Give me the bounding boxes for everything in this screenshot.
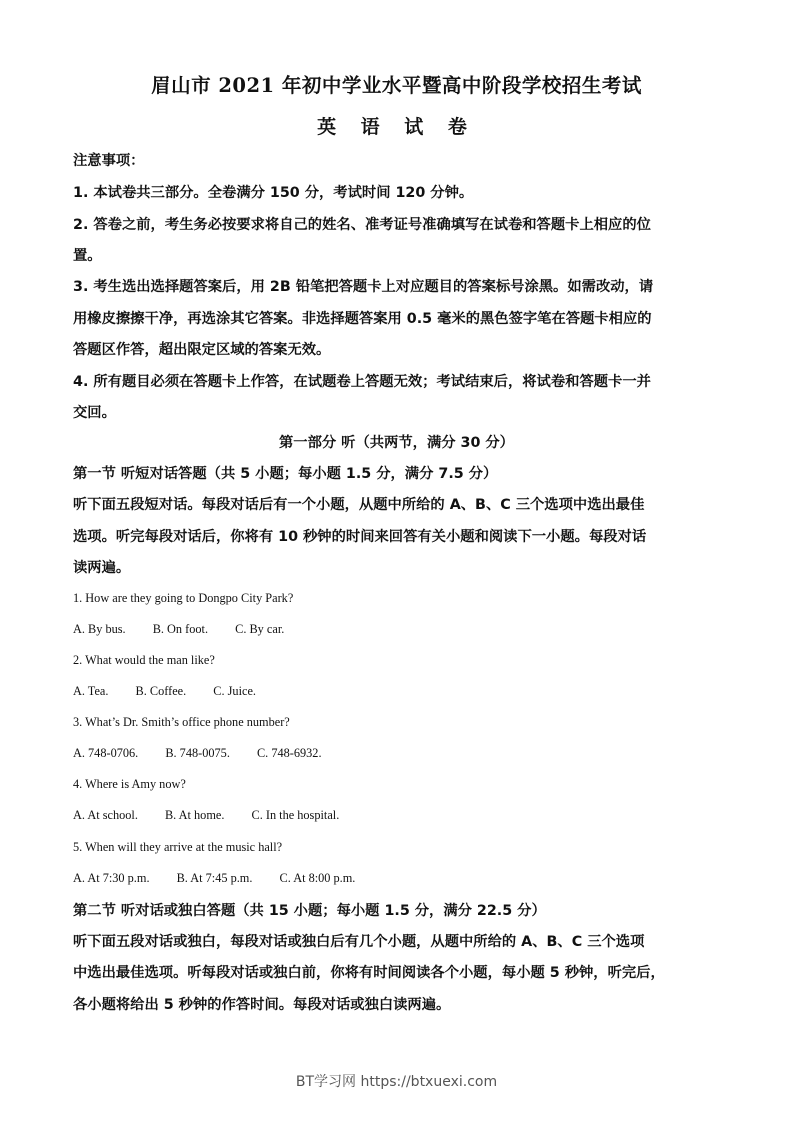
question-1: 1. How are they going to Dongpo City Park?	[73, 591, 294, 605]
exam-title: 眉山市 2021 年初中学业水平暨高中阶段学校招生考试	[151, 74, 642, 97]
option-c: C. Juice.	[213, 684, 256, 698]
option-a: A. By bus.	[73, 622, 126, 636]
section2-instructions: 中选出最佳选项。听每段对话或独白前，你将有时间阅读各个小题，每小题 5 秒钟，听完后，	[73, 965, 665, 981]
question-4-options	[73, 808, 363, 823]
option-a: A. At 7:30 p.m.	[73, 871, 150, 885]
notice-line: 1. 本试卷共三部分。全卷满分 150 分，考试时间 120 分钟。	[73, 185, 474, 201]
notice-line: 4. 所有题目必须在答题卡上作答，在试题卷上答题无效；考试结束后，将试卷和答题卡一并	[73, 374, 651, 390]
notice-line: 置。	[73, 248, 102, 264]
option-b: B. At 7:45 p.m.	[176, 871, 253, 885]
section1-heading: 第一节 听短对话答题（共 5 小题；每小题 1.5 分，满分 7.5 分）	[73, 466, 498, 482]
section1-instructions: 选项。听完每段对话后，你将有 10 秒钟的时间来回答有关小题和阅读下一小题。每段对话	[73, 529, 647, 545]
question-4: 4. Where is Amy now?	[73, 777, 186, 791]
exam-subtitle: 英 语 试 卷	[317, 116, 476, 138]
watermark-footer: BT学习网 https://btxuexi.com	[295, 1074, 498, 1090]
question-5: 5. When will they arrive at the music hall?	[73, 840, 283, 854]
question-3: 3. What’s Dr. Smith’s office phone number?	[73, 715, 290, 729]
option-b: B. At home.	[164, 808, 225, 822]
option-c: C. 748-6932.	[256, 746, 322, 760]
option-b: B. 748-0075.	[165, 746, 230, 760]
option-c: C. By car.	[235, 622, 285, 636]
notice-heading: 注意事项：	[73, 153, 145, 169]
option-c: C. In the hospital.	[251, 808, 340, 822]
section2-instructions: 各小题将给出 5 秒钟的作答时间。每段对话或独白读两遍。	[73, 997, 451, 1013]
option-a: A. At school.	[73, 808, 138, 822]
section2-instructions: 听下面五段对话或独白，每段对话或独白后有几个小题，从题中所给的 A、B、C 三个选项	[73, 934, 645, 950]
notice-line: 交回。	[73, 405, 116, 421]
option-a: A. 748-0706.	[73, 746, 139, 760]
question-2-options	[73, 684, 280, 699]
part1-heading: 第一部分 听（共两节，满分 30 分）	[279, 435, 514, 451]
notice-line: 用橡皮擦擦干净，再选涂其它答案。非选择题答案用 0.5 毫米的黑色签字笔在答题卡相应的	[73, 311, 652, 327]
section1-instructions: 读两遍。	[73, 560, 131, 576]
question-2: 2. What would the man like?	[73, 653, 215, 667]
question-3-options	[73, 746, 346, 761]
option-a: A. Tea.	[73, 684, 109, 698]
section2-heading: 第二节 听对话或独白答题（共 15 小题；每小题 1.5 分，满分 22.5 分）	[73, 903, 546, 919]
section1-instructions: 听下面五段短对话。每段对话后有一个小题，从题中所给的 A、B、C 三个选项中选出最佳	[73, 497, 645, 513]
notice-line: 答题区作答，超出限定区域的答案无效。	[73, 342, 331, 358]
option-b: B. Coffee.	[135, 684, 187, 698]
question-1-options	[73, 622, 308, 637]
notice-line: 2. 答卷之前，考生务必按要求将自己的姓名、准考证号准确填写在试卷和答题卡上相应的位	[73, 217, 651, 233]
option-b: B. On foot.	[152, 622, 209, 636]
question-5-options	[73, 871, 379, 886]
notice-line: 3. 考生选出选择题答案后，用 2B 铅笔把答题卡上对应题目的答案标号涂黑。如需改动，请	[73, 279, 654, 295]
option-c: C. At 8:00 p.m.	[279, 871, 356, 885]
